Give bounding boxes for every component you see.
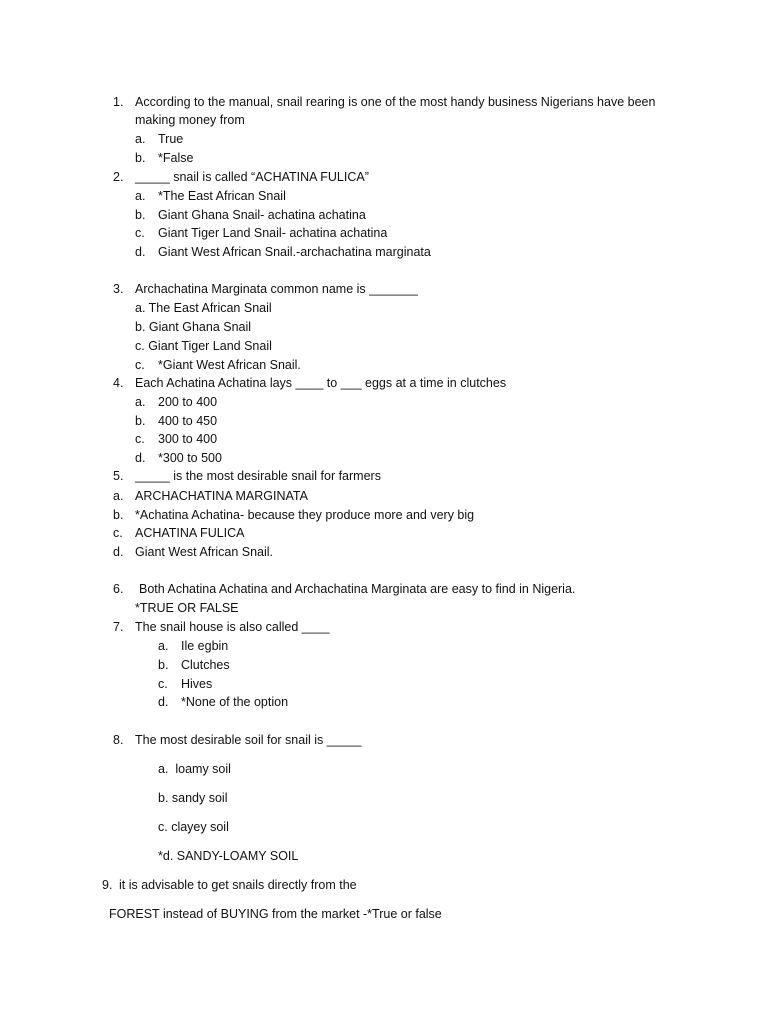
question-7-option-b-letter: b. [158, 658, 169, 672]
question-9-text-continued: FOREST instead of BUYING from the market -*True or false [109, 907, 442, 921]
question-4-option-d: *300 to 500 [158, 451, 222, 465]
question-9-text: it is advisable to get snails directly from the [119, 878, 357, 892]
question-5-option-d-letter: d. [113, 545, 124, 559]
question-3-option-c: c. Giant Tiger Land Snail [135, 339, 272, 353]
question-1-number: 1. [113, 95, 124, 109]
question-7-number: 7. [113, 620, 124, 634]
question-5-option-c-letter: c. [113, 526, 123, 540]
question-7-option-c-letter: c. [158, 677, 168, 691]
question-1-text-continued: making money from [135, 113, 245, 127]
question-4-option-a: 200 to 400 [158, 395, 218, 409]
question-3-option-b: b. Giant Ghana Snail [135, 320, 252, 334]
question-3-option-d: *Giant West African Snail. [158, 358, 301, 372]
question-4-option-b: 400 to 450 [158, 414, 218, 428]
question-7-text: The snail house is also called ____ [135, 620, 330, 634]
question-8-option-c: c. clayey soil [158, 820, 229, 834]
question-4-option-c-letter: c. [135, 432, 145, 446]
question-4-option-c: 300 to 400 [158, 432, 218, 446]
question-8-number: 8. [113, 733, 124, 747]
question-2-option-c: Giant Tiger Land Snail- achatina achatina [158, 226, 388, 240]
question-2-option-a: *The East African Snail [158, 189, 286, 203]
question-7-option-b: Clutches [181, 658, 230, 672]
question-6-number: 6. [113, 582, 124, 596]
question-2-option-d-letter: d. [135, 245, 146, 259]
question-2-number: 2. [113, 170, 124, 184]
question-8-option-a: a. loamy soil [158, 762, 231, 776]
question-2-option-c-letter: c. [135, 226, 145, 240]
question-1-option-b-letter: b. [135, 151, 146, 165]
question-7-option-a: Ile egbin [181, 639, 229, 653]
question-5-option-b: *Achatina Achatina- because they produce more and very big [135, 508, 475, 522]
question-5-option-b-letter: b. [113, 508, 124, 522]
question-7-option-d: *None of the option [181, 695, 289, 709]
question-9-number: 9. [102, 878, 113, 892]
question-2-option-b-letter: b. [135, 208, 146, 222]
question-5-option-d: Giant West African Snail. [135, 545, 274, 559]
question-4-option-b-letter: b. [135, 414, 146, 428]
question-3-number: 3. [113, 282, 124, 296]
question-7-option-d-letter: d. [158, 695, 169, 709]
question-2-option-d: Giant West African Snail.-archachatina marginata [158, 245, 431, 259]
question-7-option-c: Hives [181, 677, 213, 691]
question-1-option-a-letter: a. [135, 132, 146, 146]
question-6-answer: *TRUE OR FALSE [135, 601, 239, 615]
question-6-text: Both Achatina Achatina and Archachatina Marginata are easy to find in Nigeria. [139, 582, 576, 596]
question-5-option-a-letter: a. [113, 489, 124, 503]
question-8-text: The most desirable soil for snail is _____ [135, 733, 362, 747]
question-3-text: Archachatina Marginata common name is _______ [135, 282, 418, 296]
question-4-text: Each Achatina Achatina lays ____ to ___ eggs at a time in clutches [135, 376, 507, 390]
question-2-text: _____ snail is called “ACHATINA FULICA” [135, 170, 369, 184]
question-5-text: _____ is the most desirable snail for farmers [135, 469, 381, 483]
question-2-option-a-letter: a. [135, 189, 146, 203]
question-2-option-b: Giant Ghana Snail- achatina achatina [158, 208, 366, 222]
question-8-option-b: b. sandy soil [158, 791, 228, 805]
question-4-option-d-letter: d. [135, 451, 146, 465]
question-1-option-a: True [158, 132, 184, 146]
question-5-option-c: ACHATINA FULICA [135, 526, 245, 540]
question-1-text: According to the manual, snail rearing is one of the most handy business Nigerians have been [135, 95, 656, 109]
question-5-option-a: ARCHACHATINA MARGINATA [135, 489, 308, 503]
question-3-option-a: a. The East African Snail [135, 301, 272, 315]
question-7-option-a-letter: a. [158, 639, 169, 653]
question-4-number: 4. [113, 376, 124, 390]
question-8-option-d: *d. SANDY-LOAMY SOIL [158, 849, 299, 863]
question-3-option-d-letter: c. [135, 358, 145, 372]
question-5-number: 5. [113, 469, 124, 483]
question-4-option-a-letter: a. [135, 395, 146, 409]
question-1-option-b: *False [158, 151, 194, 165]
